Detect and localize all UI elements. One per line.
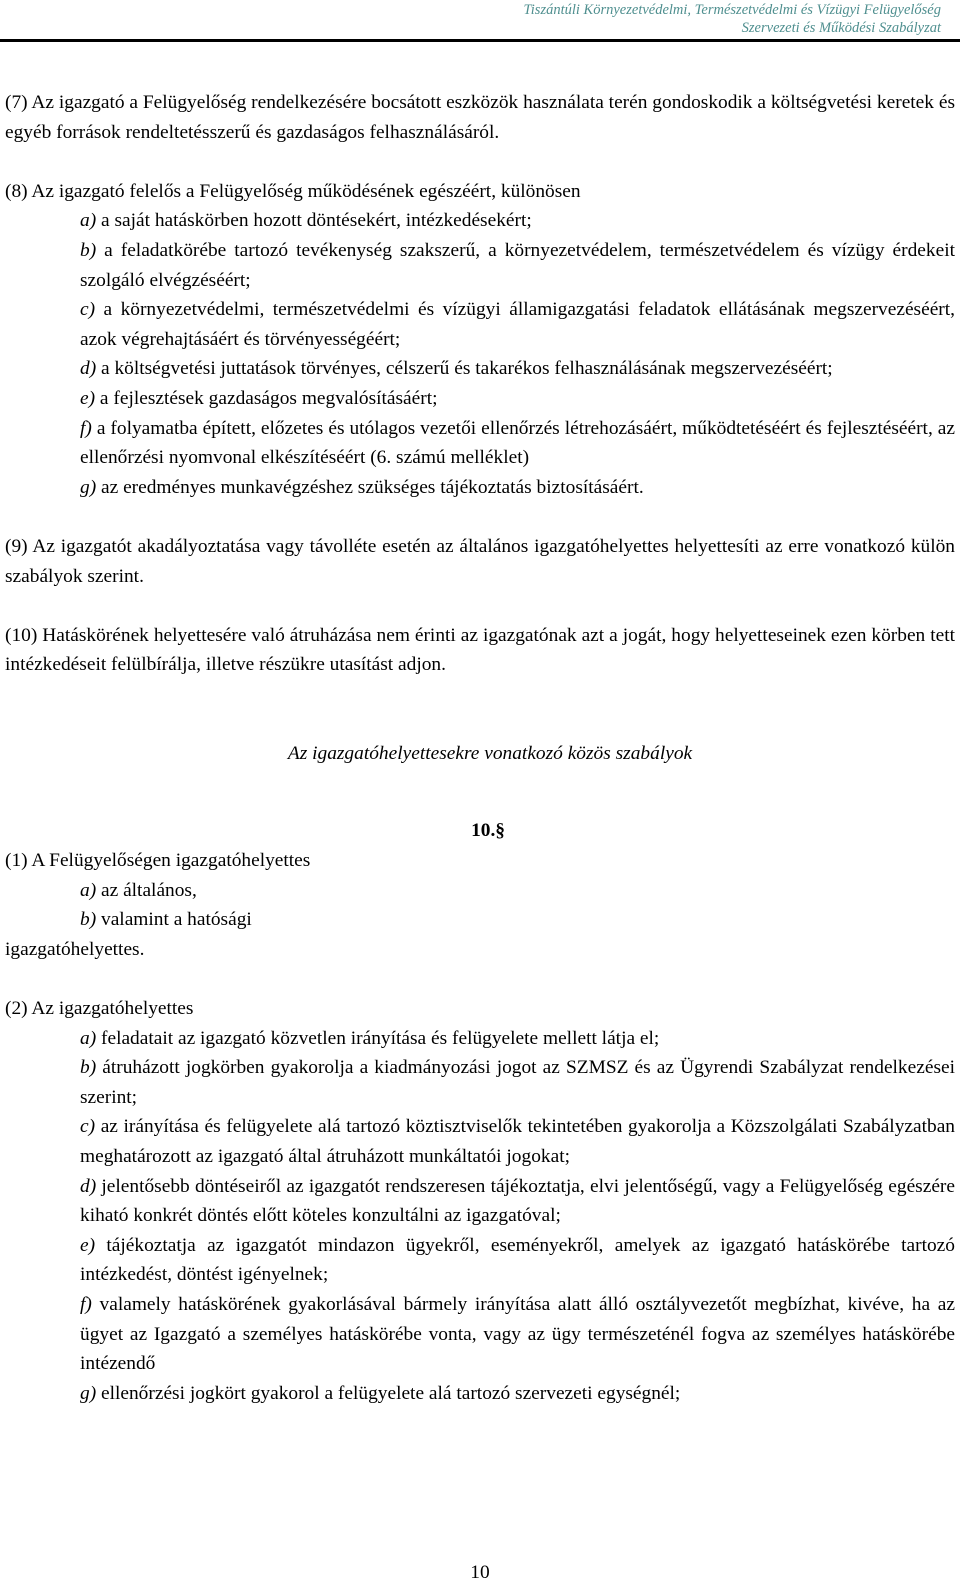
item-text: a fejlesztések gazdaságos megvalósításáért; — [95, 387, 438, 409]
paragraph-7: (7) Az igazgató a Felügyelőség rendelkezésére bocsátott eszközök használata terén gondoskodik a költségvetési keretek és egyéb források rendeltetésszerű és gazdaságos felhasználásáról. — [5, 92, 955, 143]
item-label: e) — [80, 387, 96, 409]
list-item — [5, 905, 955, 935]
item-text: jelentősebb döntéseiről az igazgatót rendszeresen tájékoztatja, elvi jelentőségű, vagy a Felügyelőség egészére kiható konkrét döntés előtt köteles konzultálni az igazgatóval; — [80, 1175, 955, 1227]
list-item — [5, 236, 955, 295]
list-item — [5, 876, 955, 906]
header-document-title: Szervezeti és Működési Szabályzat — [741, 20, 941, 36]
item-text: valamint a hatósági — [96, 909, 252, 931]
item-text: a költségvetési juttatások törvényes, célszerű és takarékos felhasználásának megszervezéséért; — [96, 358, 833, 380]
item-label: g) — [80, 476, 97, 498]
item-label: f) — [80, 1293, 92, 1315]
list-item — [5, 1172, 955, 1231]
list-item — [5, 414, 955, 473]
item-text: az irányítása és felügyelete alá tartozó köztisztviselők tekintetében gyakorolja a Közszolgálati Szabályzatban meghatározott az igazgató által átruházott munkáltatói jogokat; — [80, 1116, 955, 1167]
item-label: b) — [80, 239, 97, 261]
list-item — [5, 1053, 955, 1112]
item-text: az eredményes munkavégzéshez szükséges tájékoztatás biztosításáért. — [96, 476, 644, 498]
list-item — [5, 1231, 955, 1290]
item-text: az általános, — [96, 879, 197, 901]
paragraph-9: (9) Az igazgatót akadályoztatása vagy távolléte esetén az általános igazgatóhelyettes helyettesíti az erre vonatkozó külön szabályok szerint. — [5, 535, 955, 587]
item-label: b) — [80, 1057, 97, 1079]
document-body — [5, 88, 955, 1408]
item-label: a) — [80, 1027, 97, 1049]
item-text: feladatait az igazgató közvetlen irányítása és felügyelete mellett látja el; — [96, 1027, 660, 1049]
list-item — [5, 206, 955, 236]
paragraph-8-intro: (8) Az igazgató felelős a Felügyelőség működésének egészéért, különösen — [5, 180, 581, 202]
header-divider — [0, 39, 960, 42]
section-1-outro: igazgatóhelyettes. — [5, 938, 145, 960]
item-label: g) — [80, 1382, 97, 1404]
list-item — [5, 473, 955, 503]
list-item — [5, 1290, 955, 1379]
list-item — [5, 1112, 955, 1171]
page-header — [0, 0, 960, 42]
item-label: a) — [80, 879, 97, 901]
item-label: d) — [80, 1175, 97, 1197]
item-text: a környezetvédelmi, természetvédelmi és vízügyi államigazgatási feladatok ellátásának megszervezéséért, azok végrehajtásáért és törvényességéért; — [80, 299, 955, 350]
item-label: f) — [80, 417, 92, 439]
item-text: ellenőrzési jogkört gyakorol a felügyelete alá tartozó szervezeti egységnél; — [96, 1382, 681, 1404]
item-label: b) — [80, 909, 97, 931]
item-label: e) — [80, 1234, 96, 1256]
list-item — [5, 384, 955, 414]
item-text: a feladatkörébe tartozó tevékenység szakszerű, a környezetvédelem, természetvédelem és vízügy érdekeit szolgáló elvégzéséért; — [80, 239, 955, 291]
list-item — [5, 354, 955, 384]
section-1-intro: (1) A Felügyelőségen igazgatóhelyettes — [5, 850, 311, 872]
page-number: 10 — [470, 1562, 490, 1583]
item-text: a folyamatba épített, előzetes és utólagos vezetői ellenőrzés létrehozásáért, működtetéséért és fejlesztéséért, az ellenőrzési nyomvonal elkészítéséért (6. számú melléklet) — [80, 417, 955, 469]
item-label: a) — [80, 210, 97, 232]
paragraph-10: (10) Hatáskörének helyettesére való átruházása nem érinti az igazgatónak azt a jogát, hogy helyetteseinek ezen körben tett intézkedéseit felülbírálja, illetve részükre utasítást adjon. — [5, 624, 955, 676]
item-text: tájékoztatja az igazgatót mindazon ügyekről, eseményekről, amelyek az igazgató hatáskörébe tartozó intézkedést, döntést igényelnek; — [80, 1234, 955, 1286]
list-item — [5, 1379, 955, 1409]
item-text: átruházott jogkörben gyakorolja a kiadmányozási jogot az SZMSZ és az Ügyrendi Szabályzat rendelkezései szerint; — [80, 1057, 955, 1108]
item-label: c) — [80, 299, 96, 321]
header-organization: Tiszántúli Környezetvédelmi, Természetvédelmi és Vízügyi Felügyelőség — [523, 2, 941, 18]
section-number: 10.§ — [471, 820, 505, 842]
section-2-intro: (2) Az igazgatóhelyettes — [5, 998, 194, 1020]
item-label: c) — [80, 1116, 96, 1138]
item-label: d) — [80, 358, 97, 380]
section-heading: Az igazgatóhelyettesekre vonatkozó közös szabályok — [287, 742, 693, 764]
list-item — [5, 295, 955, 354]
item-text: a saját hatáskörben hozott döntésekért, intézkedésekért; — [96, 210, 532, 232]
item-text: valamely hatáskörének gyakorlásával bármely irányítása alatt álló osztályvezetőt megbízhat, kivéve, ha az ügyet az Igazgató a személyes hatáskörébe vonta, vagy az ügy természeténél fogva az személyes hatáskörébe intézendő — [80, 1293, 955, 1375]
list-item — [5, 1024, 955, 1054]
